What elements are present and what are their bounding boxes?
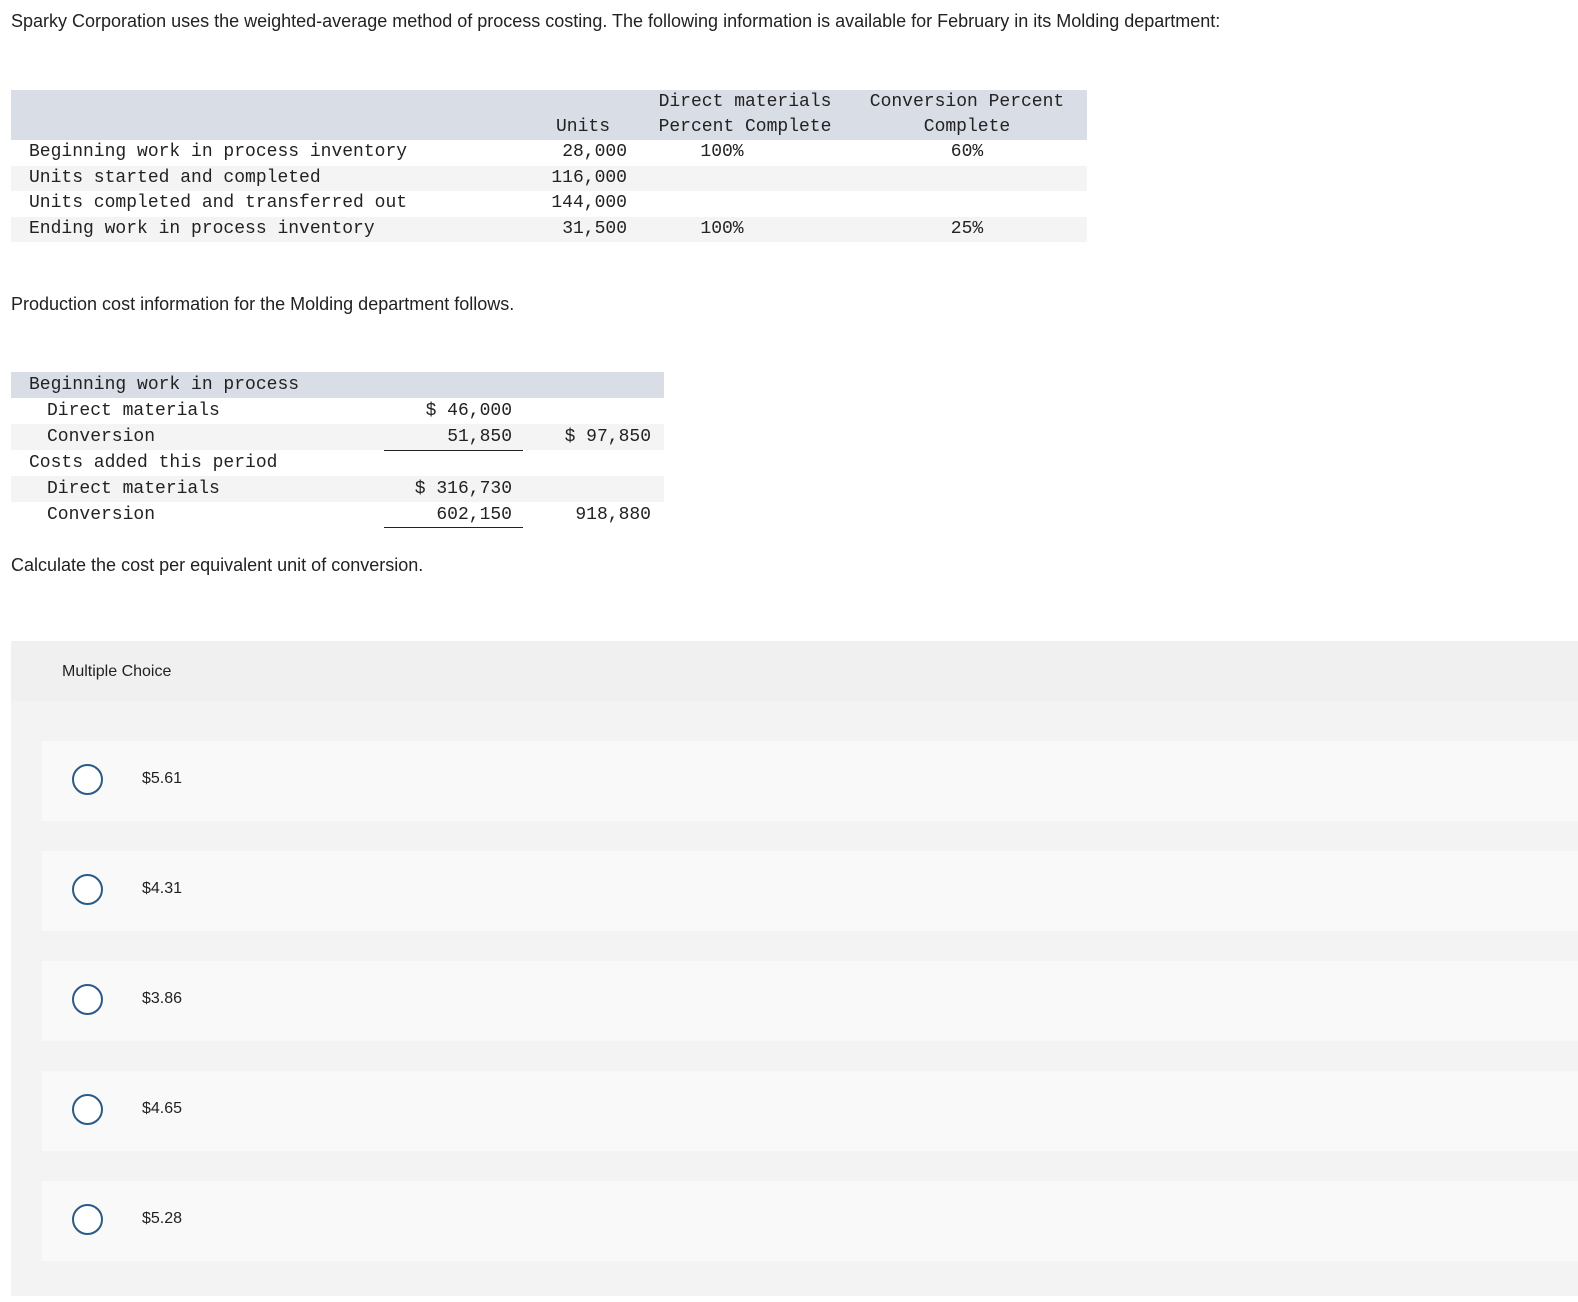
units-table xyxy=(11,90,1087,242)
units-row-ending-wip xyxy=(11,217,1087,243)
row-units: 116,000 xyxy=(551,167,627,188)
radio-button-icon[interactable] xyxy=(72,874,103,905)
subtotal-underline xyxy=(384,450,523,451)
cost-row-added-materials xyxy=(11,476,664,502)
row-amount: $ 316,730 xyxy=(414,479,512,499)
multiple-choice-panel xyxy=(11,641,1578,1296)
row-label: Costs added this period xyxy=(29,453,278,473)
row-total: 918,880 xyxy=(575,505,651,525)
header-dm-line2: Percent Complete xyxy=(658,117,832,137)
choice-option-5[interactable] xyxy=(42,1181,1578,1261)
row-label: Units completed and transferred out xyxy=(29,193,408,213)
multiple-choice-header xyxy=(11,641,1578,701)
cost-row-bwip-materials xyxy=(11,398,664,424)
header-dm-line1: Direct materials xyxy=(658,92,832,112)
choice-label: $4.31 xyxy=(142,880,183,897)
cost-intro: Production cost information for the Molding department follows. xyxy=(11,294,515,314)
multiple-choice-options xyxy=(11,701,1578,1296)
cost-row-added-period xyxy=(11,450,664,476)
radio-button-icon[interactable] xyxy=(72,764,103,795)
row-units: 28,000 xyxy=(562,142,627,162)
choice-option-4[interactable] xyxy=(42,1071,1578,1151)
cost-row-beginning-wip xyxy=(11,372,664,398)
row-label: Units started and completed xyxy=(29,167,321,188)
choice-option-2[interactable] xyxy=(42,851,1578,931)
row-label: Beginning work in process inventory xyxy=(29,142,408,162)
row-label: Beginning work in process xyxy=(29,375,300,395)
choice-label: $5.28 xyxy=(142,1210,183,1227)
subtotal-underline xyxy=(384,527,523,528)
row-conv-percent: 25% xyxy=(950,218,984,239)
cost-row-bwip-conversion xyxy=(11,424,664,450)
row-amount: 51,850 xyxy=(447,427,512,447)
problem-intro: Sparky Corporation uses the weighted-average method of process costing. The following information is available for February in its Molding department: xyxy=(11,11,1221,31)
row-amount: $ 46,000 xyxy=(425,401,512,421)
row-units: 31,500 xyxy=(562,218,627,239)
row-label: Direct materials xyxy=(47,479,220,499)
units-row-started-completed xyxy=(11,166,1087,192)
radio-button-icon[interactable] xyxy=(72,984,103,1015)
row-total: $ 97,850 xyxy=(564,427,651,447)
cost-table xyxy=(11,372,664,528)
row-amount: 602,150 xyxy=(436,505,512,525)
multiple-choice-title: Multiple Choice xyxy=(62,663,172,680)
row-label: Ending work in process inventory xyxy=(29,218,375,239)
row-dm-percent: 100% xyxy=(700,218,744,239)
choice-option-3[interactable] xyxy=(42,961,1578,1041)
radio-button-icon[interactable] xyxy=(72,1204,103,1235)
row-units: 144,000 xyxy=(551,193,627,213)
header-conv-line2: Complete xyxy=(923,117,1011,137)
units-row-beginning-wip xyxy=(11,140,1087,166)
choice-label: $4.65 xyxy=(142,1100,183,1117)
row-dm-percent: 100% xyxy=(700,142,744,162)
question-text: Calculate the cost per equivalent unit of conversion. xyxy=(11,555,424,575)
choice-label: $3.86 xyxy=(142,990,183,1007)
row-conv-percent: 60% xyxy=(950,142,984,162)
row-label: Direct materials xyxy=(47,401,220,421)
header-conv-line1: Conversion Percent xyxy=(869,92,1065,112)
radio-button-icon[interactable] xyxy=(72,1094,103,1125)
choice-label: $5.61 xyxy=(142,770,183,787)
row-label: Conversion xyxy=(47,505,156,525)
header-units: Units xyxy=(555,117,610,137)
cost-row-added-conversion xyxy=(11,502,664,528)
units-row-transferred-out xyxy=(11,191,1087,217)
units-table-header xyxy=(11,90,1087,140)
choice-option-1[interactable] xyxy=(42,741,1578,821)
row-label: Conversion xyxy=(47,427,156,447)
